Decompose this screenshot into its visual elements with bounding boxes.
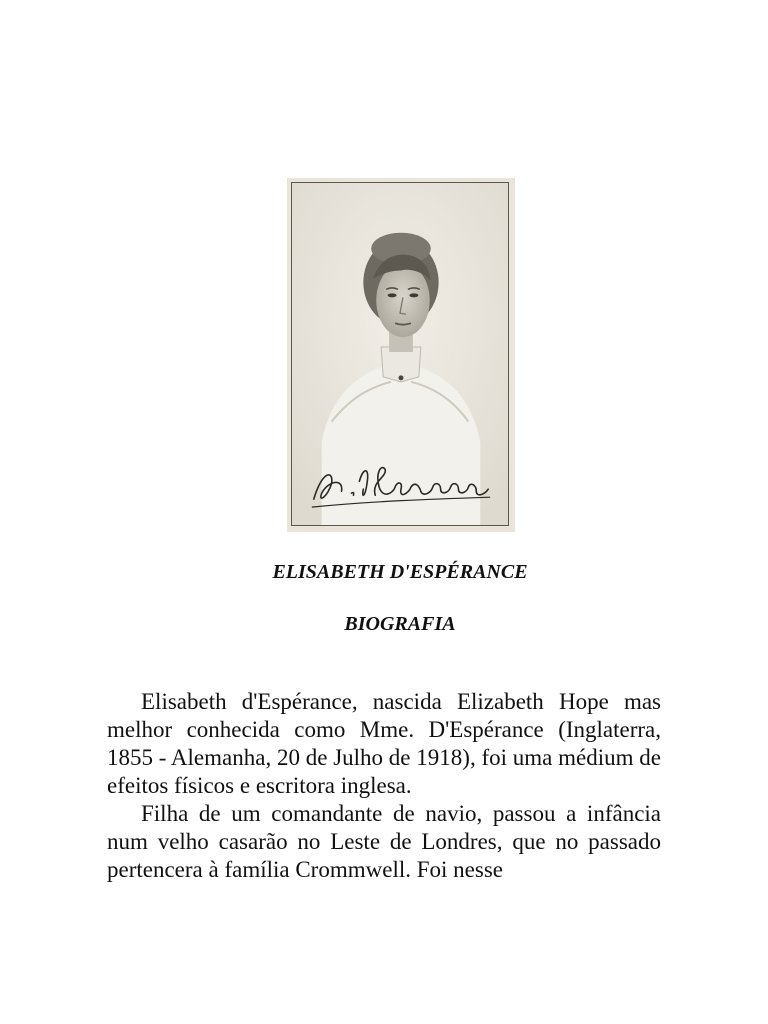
portrait-photo — [291, 182, 509, 526]
body-text — [107, 688, 661, 884]
portrait-frame — [287, 178, 515, 532]
paragraph-1: Elisabeth d'Espérance, nascida Elizabeth Hope mas melhor conhecida como Mme. D'Espérance (Inglaterra, 1855 - Alemanha, 20 de Julho de 1918), foi uma médium de efeitos físicos e escritora inglesa. — [107, 689, 661, 798]
document-subtitle: BIOGRAFIA — [344, 613, 456, 635]
portrait-illustration — [292, 183, 508, 525]
paragraph-2: Filha de um comandante de navio, passou a infância num velho casarão no Leste de Londres, que no passado pertencera à família Crommwell. Foi nesse — [107, 801, 661, 882]
document-title: ELISABETH D'ESPÉRANCE — [272, 561, 528, 583]
